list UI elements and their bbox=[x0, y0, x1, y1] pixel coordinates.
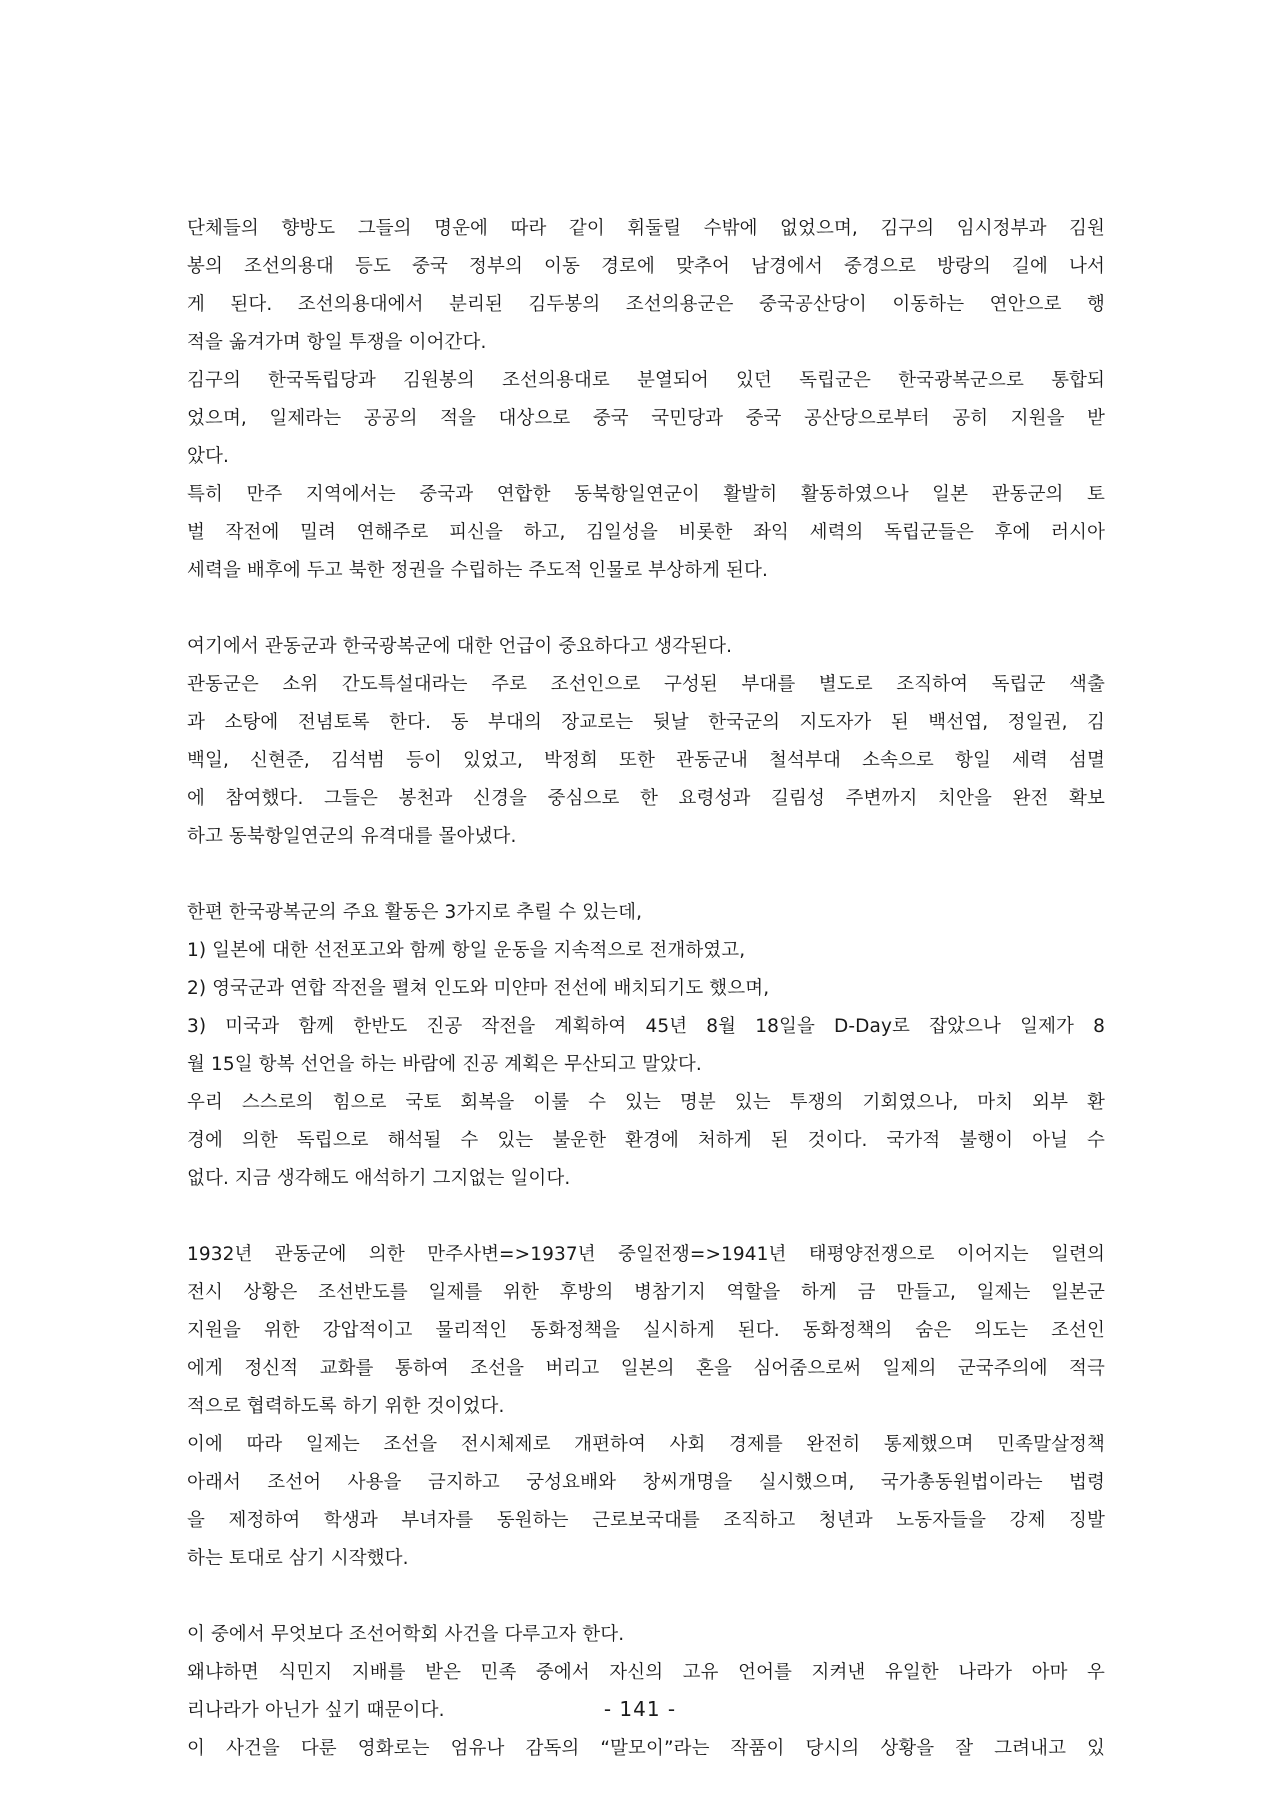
text-line: 벌 작전에 밀려 연해주로 피신을 하고, 김일성을 비롯한 좌익 세력의 독립군들은 후에 러시아 bbox=[187, 522, 1105, 543]
text-line: 백일, 신현준, 김석범 등이 있었고, 박정희 또한 관동군내 철석부대 소속으로 항일 세력 섬멸 bbox=[187, 750, 1105, 771]
text-line: 적을 옮겨가며 항일 투쟁을 이어간다. bbox=[187, 332, 487, 353]
text-line: 우리 스스로의 힘으로 국토 회복을 이룰 수 있는 명분 있는 투쟁의 기회였으나, 마치 외부 환 bbox=[187, 1092, 1105, 1113]
text-line: 관동군은 소위 간도특설대라는 주로 조선인으로 구성된 부대를 별도로 조직하여 독립군 색출 bbox=[187, 674, 1105, 695]
text-line: 이 중에서 무엇보다 조선어학회 사건을 다루고자 한다. bbox=[187, 1624, 625, 1645]
text-line: 과 소탕에 전념토록 한다. 동 부대의 장교로는 뒷날 한국군의 지도자가 된 백선엽, 정일권, 김 bbox=[187, 712, 1105, 733]
body-text bbox=[187, 210, 1105, 1768]
text-line: 봉의 조선의용대 등도 중국 정부의 이동 경로에 맞추어 남경에서 중경으로 방랑의 길에 나서 bbox=[187, 256, 1105, 277]
text-line: 게 된다. 조선의용대에서 분리된 김두봉의 조선의용군은 중국공산당이 이동하는 연안으로 행 bbox=[187, 294, 1105, 315]
text-line: 전시 상황은 조선반도를 일제를 위한 후방의 병참기지 역할을 하게 금 만들고, 일제는 일본군 bbox=[187, 1282, 1105, 1303]
text-line: 이에 따라 일제는 조선을 전시체제로 개편하여 사회 경제를 완전히 통제했으며 민족말살정책 bbox=[187, 1434, 1105, 1455]
text-line: 하고 동북항일연군의 유격대를 몰아냈다. bbox=[187, 826, 517, 847]
paragraph-gap bbox=[187, 1578, 1105, 1616]
text-line: 지원을 위한 강압적이고 물리적인 동화정책을 실시하게 된다. 동화정책의 숨은 의도는 조선인 bbox=[187, 1320, 1105, 1341]
paragraph-gap bbox=[187, 590, 1105, 628]
text-line: 에 참여했다. 그들은 봉천과 신경을 중심으로 한 요령성과 길림성 주변까지 치안을 완전 확보 bbox=[187, 788, 1105, 809]
text-line: 특히 만주 지역에서는 중국과 연합한 동북항일연군이 활발히 활동하였으나 일본 관동군의 토 bbox=[187, 484, 1105, 505]
text-line: 이 사건을 다룬 영화로는 엄유나 감독의 “말모이”라는 작품이 당시의 상황을 잘 그려내고 있 bbox=[187, 1738, 1105, 1759]
paragraph-gap bbox=[187, 1198, 1105, 1236]
text-line: 에게 정신적 교화를 통하여 조선을 버리고 일본의 혼을 심어줌으로써 일제의 군국주의에 적극 bbox=[187, 1358, 1105, 1379]
text-line: 3) 미국과 함께 한반도 진공 작전을 계획하여 45년 8월 18일을 D-Day로 잡았으나 일제가 8 bbox=[187, 1016, 1105, 1037]
text-line: 아래서 조선어 사용을 금지하고 궁성요배와 창씨개명을 실시했으며, 국가총동원법이라는 법령 bbox=[187, 1472, 1105, 1493]
text-line: 없다. 지금 생각해도 애석하기 그지없는 일이다. bbox=[187, 1168, 571, 1189]
text-line: 김구의 한국독립당과 김원봉의 조선의용대로 분열되어 있던 독립군은 한국광복군으로 통합되 bbox=[187, 370, 1105, 391]
text-line: 여기에서 관동군과 한국광복군에 대한 언급이 중요하다고 생각된다. bbox=[187, 636, 733, 657]
text-line: 1932년 관동군에 의한 만주사변=>1937년 중일전쟁=>1941년 태평양전쟁으로 이어지는 일련의 bbox=[187, 1244, 1105, 1265]
paragraph-gap bbox=[187, 856, 1105, 894]
text-line: 2) 영국군과 연합 작전을 펼쳐 인도와 미얀마 전선에 배치되기도 했으며, bbox=[187, 978, 770, 999]
text-line: 리나라가 아닌가 싶기 때문이다. bbox=[187, 1700, 445, 1721]
text-line: 월 15일 항복 선언을 하는 바람에 진공 계획은 무산되고 말았다. bbox=[187, 1054, 702, 1075]
text-line: 었으며, 일제라는 공공의 적을 대상으로 중국 국민당과 중국 공산당으로부터 공히 지원을 받 bbox=[187, 408, 1105, 429]
text-line: 경에 의한 독립으로 해석될 수 있는 불운한 환경에 처하게 된 것이다. 국가적 불행이 아닐 수 bbox=[187, 1130, 1105, 1151]
text-line: 을 제정하여 학생과 부녀자를 동원하는 근로보국대를 조직하고 청년과 노동자들을 강제 징발 bbox=[187, 1510, 1105, 1531]
text-line: 았다. bbox=[187, 446, 229, 467]
text-line: 세력을 배후에 두고 북한 정권을 수립하는 주도적 인물로 부상하게 된다. bbox=[187, 560, 768, 581]
text-line: 단체들의 향방도 그들의 명운에 따라 같이 휘둘릴 수밖에 없었으며, 김구의 임시정부과 김원 bbox=[187, 218, 1105, 239]
text-line: 한편 한국광복군의 주요 활동은 3가지로 추릴 수 있는데, bbox=[187, 902, 643, 923]
text-line: 왜냐하면 식민지 지배를 받은 민족 중에서 자신의 고유 언어를 지켜낸 유일한 나라가 아마 우 bbox=[187, 1662, 1105, 1683]
page-number: - 141 - bbox=[603, 1697, 677, 1721]
text-line: 1) 일본에 대한 선전포고와 함께 항일 운동을 지속적으로 전개하였고, bbox=[187, 940, 746, 961]
text-line: 하는 토대로 삼기 시작했다. bbox=[187, 1548, 409, 1569]
text-line: 적으로 협력하도록 하기 위한 것이었다. bbox=[187, 1396, 505, 1417]
